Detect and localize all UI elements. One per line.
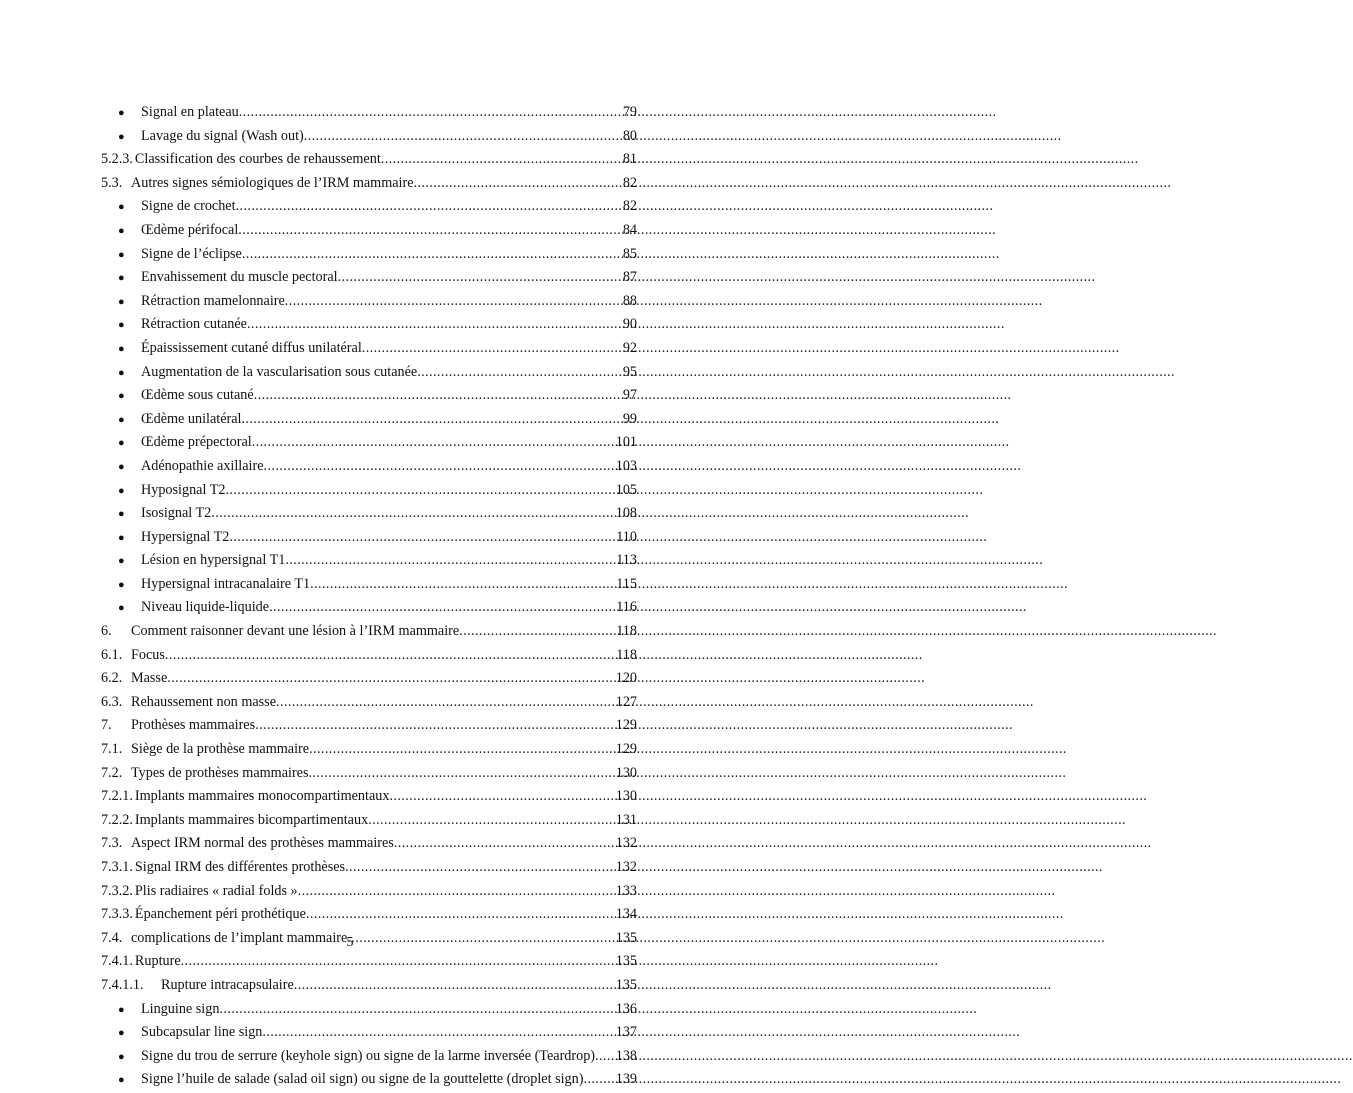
bullet-icon: ●: [118, 366, 125, 379]
bullet-icon: ●: [118, 437, 125, 450]
bullet-icon: ●: [118, 508, 125, 521]
toc-entry[interactable]: [101, 738, 637, 762]
toc-entry-number: 7.4.1.1.: [101, 976, 144, 993]
toc-entry-number: 7.: [101, 717, 112, 734]
toc-entry-page: 82: [622, 174, 637, 191]
dot-leader: [229, 526, 616, 550]
dot-leader: [417, 361, 623, 385]
toc-entry-title: Isosignal T2: [141, 505, 212, 522]
dot-leader: [595, 1045, 616, 1069]
dot-leader: [285, 549, 616, 573]
toc-entry-title: Rupture intracapsulaire: [161, 976, 294, 993]
toc-entry-title: Lavage du signal (Wash out): [141, 127, 304, 144]
bullet-icon: ●: [118, 1003, 125, 1016]
toc-entry[interactable]: [101, 903, 637, 927]
toc-entry-page: 118: [616, 646, 637, 663]
toc-entry-page: 134: [615, 906, 637, 923]
dot-leader: [389, 785, 615, 809]
toc-entry[interactable]: [101, 880, 637, 904]
toc-entry-page: 116: [616, 599, 637, 616]
toc-entry-title: Types de prothèses mammaires: [131, 764, 309, 781]
toc-entry-title: Signe de l’éclipse: [141, 245, 242, 262]
dot-leader: [264, 455, 616, 479]
toc-entry-title: Linguine sign: [141, 1000, 220, 1017]
toc-entry-page: 131: [615, 811, 637, 828]
toc-entry-page: 130: [615, 764, 637, 781]
toc-entry-page: 138: [615, 1047, 637, 1064]
bullet-icon: ●: [118, 1027, 125, 1040]
toc-entry-page: 137: [615, 1024, 637, 1041]
toc-entry-number: 7.4.: [101, 929, 123, 946]
toc-entry-title: Rétraction mamelonnaire: [141, 292, 285, 309]
dot-leader: [262, 1021, 615, 1045]
toc-entry-page: 139: [615, 1071, 637, 1088]
bullet-icon: ●: [118, 602, 125, 615]
dot-leader: [239, 101, 623, 125]
toc-entry-page: 135: [615, 953, 637, 970]
toc-entry[interactable]: [101, 809, 637, 833]
toc-entry-title: complications de l’implant mammaire: [131, 929, 348, 946]
dot-leader: [181, 950, 616, 974]
toc-entry[interactable]: [101, 384, 637, 408]
toc-entry-title: Focus: [131, 646, 165, 663]
page-number: 5: [346, 935, 354, 950]
toc-entry[interactable]: [101, 950, 637, 974]
dot-leader: [294, 974, 616, 998]
dot-leader: [241, 408, 622, 432]
toc-entry[interactable]: [101, 832, 637, 856]
toc-entry-page: 90: [622, 316, 637, 333]
toc-entry-number: 7.4.1.: [101, 953, 133, 970]
toc-entry-title: Aspect IRM normal des prothèses mammaires: [131, 835, 394, 852]
dot-leader: [414, 172, 623, 196]
toc-entry-title: Œdème unilatéral: [141, 410, 242, 427]
toc-entry-title: Œdème sous cutané: [141, 387, 254, 404]
toc-entry-page: 118: [616, 623, 637, 640]
toc-entry[interactable]: [101, 101, 637, 125]
dot-leader: [252, 431, 616, 455]
toc-entry-title: Masse: [131, 670, 168, 687]
toc-entry-number: 5.3.: [101, 174, 123, 191]
bullet-icon: ●: [118, 531, 125, 544]
bullet-icon: ●: [118, 555, 125, 568]
dot-leader: [211, 502, 615, 526]
toc-entry-page: 129: [615, 741, 637, 758]
toc-entry[interactable]: [101, 526, 637, 550]
dot-leader: [285, 290, 623, 314]
toc-entry-title: Lésion en hypersignal T1: [141, 552, 286, 569]
toc-entry-title: Rétraction cutanée: [141, 316, 247, 333]
bullet-icon: ●: [118, 460, 125, 473]
toc-entry-number: 6.: [101, 623, 112, 640]
toc-entry[interactable]: [101, 620, 637, 644]
bullet-icon: ●: [118, 1074, 125, 1087]
dot-leader: [236, 195, 623, 219]
toc-entry-title: Signe l’huile de salade (salad oil sign) ou signe de la gouttelette (droplet sign): [141, 1071, 584, 1088]
toc-entry[interactable]: [101, 361, 637, 385]
toc-entry[interactable]: [101, 479, 637, 503]
dot-leader: [309, 738, 616, 762]
toc-entry-title: Siège de la prothèse mammaire: [131, 741, 310, 758]
toc-entry-title: Rupture: [134, 953, 181, 970]
toc-entry[interactable]: [101, 290, 637, 314]
toc-entry-number: 7.1.: [101, 741, 123, 758]
toc-entry-title: Œdème prépectoral: [141, 434, 252, 451]
toc-entry[interactable]: [101, 1045, 637, 1069]
toc-entry-title: Signe du trou de serrure (keyhole sign) ou signe de la larme inversée (Teardrop): [141, 1047, 596, 1064]
toc-entry[interactable]: [101, 856, 637, 880]
toc-entry-title: Subcapsular line sign: [141, 1024, 263, 1041]
toc-entry-page: 101: [615, 434, 637, 451]
toc-entry-title: Signe de crochet: [141, 198, 236, 215]
toc-entry-page: 108: [615, 505, 637, 522]
toc-entry-page: 127: [615, 693, 637, 710]
toc-entry-title: Implants mammaires bicompartimentaux: [134, 811, 369, 828]
bullet-icon: ●: [118, 201, 125, 214]
toc-entry-page: 110: [616, 528, 637, 545]
toc-entry-title: Hypersignal T2: [141, 528, 230, 545]
toc-entry[interactable]: [101, 266, 637, 290]
toc-entry-page: 103: [615, 457, 637, 474]
bullet-icon: ●: [118, 130, 125, 143]
bullet-icon: ●: [118, 224, 125, 237]
dot-leader: [368, 809, 616, 833]
bullet-icon: ●: [118, 1050, 125, 1063]
dot-leader: [583, 1068, 615, 1092]
dot-leader: [269, 596, 616, 620]
toc-entry-number: 7.2.2.: [101, 811, 133, 828]
toc-entry[interactable]: [101, 714, 637, 738]
toc-entry[interactable]: [101, 1068, 637, 1092]
toc-entry-page: 97: [622, 387, 637, 404]
toc-entry[interactable]: [101, 172, 637, 196]
toc-entry-title: Prothèses mammaires: [131, 717, 256, 734]
toc-entry[interactable]: [101, 243, 637, 267]
toc-entry[interactable]: [101, 148, 637, 172]
toc-entry[interactable]: [101, 195, 637, 219]
toc-entry-title: Envahissement du muscle pectoral: [141, 269, 338, 286]
toc-entry-title: Hypersignal intracanalaire T1: [141, 575, 311, 592]
toc-entry-title: Implants mammaires monocompartimentaux: [134, 788, 390, 805]
dot-leader: [304, 125, 623, 149]
toc-entry-number: 7.3.2.: [101, 882, 133, 899]
bullet-icon: ●: [118, 342, 125, 355]
toc-entry-number: 6.2.: [101, 670, 123, 687]
toc-entry[interactable]: [101, 974, 637, 998]
toc-entry[interactable]: [101, 644, 637, 668]
toc-entry-title: Épaississement cutané diffus unilatéral: [141, 339, 362, 356]
dot-leader: [276, 691, 616, 715]
toc-entry-page: 95: [622, 363, 637, 380]
dot-leader: [345, 856, 616, 880]
toc-entry[interactable]: [101, 596, 637, 620]
bullet-icon: ●: [118, 295, 125, 308]
toc-entry-page: 99: [622, 410, 637, 427]
dot-leader: [247, 313, 623, 337]
toc-entry[interactable]: [101, 408, 637, 432]
toc-entry-title: Rehaussement non masse: [131, 693, 276, 710]
dot-leader: [225, 479, 615, 503]
bullet-icon: ●: [118, 578, 125, 591]
toc-entry-page: 88: [622, 292, 637, 309]
toc-entry-title: Autres signes sémiologiques de l’IRM mammaire: [131, 174, 414, 191]
bullet-icon: ●: [118, 413, 125, 426]
toc-entry-page: 84: [622, 221, 637, 238]
toc-entry[interactable]: [101, 431, 637, 455]
toc-entry-title: Classification des courbes de rehaussement: [134, 151, 381, 168]
toc-entry-number: 6.3.: [101, 693, 123, 710]
toc-entry-page: 87: [622, 269, 637, 286]
dot-leader: [310, 573, 616, 597]
dot-leader: [306, 903, 616, 927]
dot-leader: [394, 832, 616, 856]
dot-leader: [167, 667, 615, 691]
toc-entry[interactable]: [101, 549, 637, 573]
toc-entry-page: 92: [622, 339, 637, 356]
toc-entry[interactable]: [101, 691, 637, 715]
toc-entry[interactable]: [101, 573, 637, 597]
toc-entry-page: 120: [615, 670, 637, 687]
toc-entry-title: Comment raisonner devant une lésion à l’IRM mammaire: [131, 623, 460, 640]
toc-entry-number: 5.2.3.: [101, 151, 133, 168]
toc-entry-number: 7.3.3.: [101, 906, 133, 923]
toc-entry-page: 133: [615, 882, 637, 899]
toc-entry[interactable]: [101, 667, 637, 691]
toc-entry-page: 129: [615, 717, 637, 734]
dot-leader: [254, 384, 623, 408]
toc-entry-page: 80: [622, 127, 637, 144]
toc-entry-page: 81: [622, 151, 637, 168]
toc-entry[interactable]: [101, 762, 637, 786]
bullet-icon: ●: [118, 107, 125, 119]
dot-leader: [255, 714, 616, 738]
toc-entry[interactable]: [101, 455, 637, 479]
dot-leader: [298, 880, 616, 904]
toc-entry-page: 105: [615, 481, 637, 498]
dot-leader: [459, 620, 616, 644]
toc-entry[interactable]: [101, 313, 637, 337]
toc-entry-number: 7.3.1.: [101, 859, 133, 875]
toc-entry-title: Épanchement péri prothétique: [134, 906, 306, 923]
toc-entry-page: 132: [615, 859, 637, 875]
toc-entry-number: 7.3.: [101, 835, 123, 852]
toc-entry-title: Signal IRM des différentes prothèses: [134, 859, 346, 875]
bullet-icon: ●: [118, 319, 125, 332]
dot-leader: [219, 998, 615, 1022]
bullet-icon: ●: [118, 484, 125, 497]
dot-leader: [362, 337, 623, 361]
toc-entry-page: 130: [615, 788, 637, 805]
toc-entry[interactable]: [101, 125, 637, 149]
toc-entry-page: 136: [615, 1000, 637, 1017]
bullet-icon: ●: [118, 248, 125, 261]
toc-entry-number: 6.1.: [101, 646, 123, 663]
toc-entry[interactable]: [101, 502, 637, 526]
toc-entry-title: Signal en plateau: [141, 104, 239, 120]
dot-leader: [165, 644, 616, 668]
toc-entry-number: 7.2.1.: [101, 788, 133, 805]
dot-leader: [308, 762, 615, 786]
dot-leader: [381, 148, 623, 172]
toc-entry[interactable]: [101, 219, 637, 243]
dot-leader: [238, 219, 623, 243]
toc-entry[interactable]: [101, 785, 637, 809]
toc-entry-page: 113: [616, 552, 637, 569]
toc-entry[interactable]: [101, 998, 637, 1022]
dot-leader: [242, 243, 623, 267]
toc-entry-title: Niveau liquide-liquide: [141, 599, 270, 616]
toc-entry-title: Plis radiaires « radial folds »: [134, 882, 298, 899]
toc-entry-number: 7.2.: [101, 764, 123, 781]
toc-entry-page: 135: [615, 929, 637, 946]
toc-entry-title: Hyposignal T2: [141, 481, 226, 498]
toc-entry-page: 85: [622, 245, 637, 262]
toc-entry[interactable]: [101, 337, 637, 361]
toc-entry-title: Adénopathie axillaire: [141, 457, 264, 474]
toc-entry-page: 79: [622, 104, 637, 120]
toc-entry-page: 135: [615, 976, 637, 993]
toc-entry-page: 82: [622, 198, 637, 215]
toc-entry[interactable]: [101, 1021, 637, 1045]
toc-entry-page: 132: [615, 835, 637, 852]
dot-leader: [338, 266, 623, 290]
toc-entry-page: 115: [616, 575, 637, 592]
bullet-icon: ●: [118, 272, 125, 285]
toc-entry-title: Augmentation de la vascularisation sous cutanée: [141, 363, 418, 380]
toc-entry-title: Œdème périfocal: [141, 221, 239, 238]
bullet-icon: ●: [118, 390, 125, 403]
